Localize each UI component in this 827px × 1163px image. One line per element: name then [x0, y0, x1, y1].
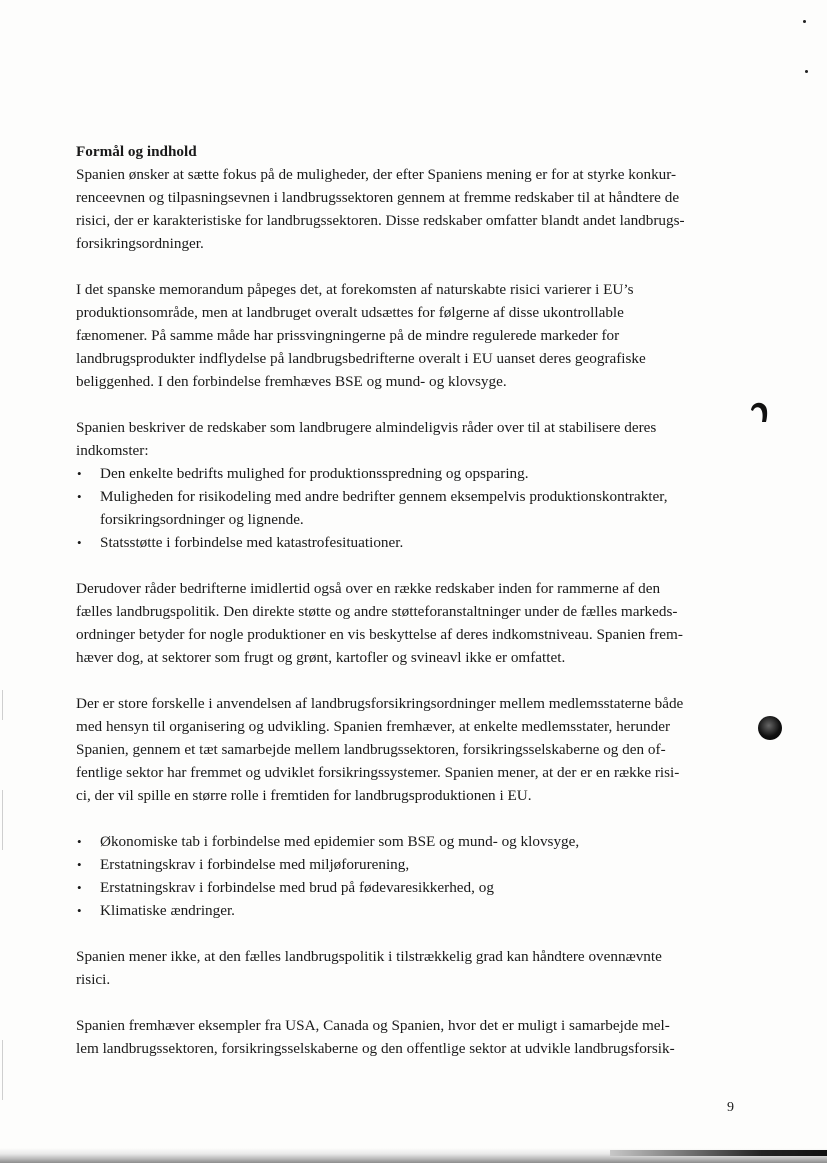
- text-line: Der er store forskelle i anvendelsen af landbrugsforsikringsordninger mellem medlemsstaterne både: [76, 695, 684, 712]
- text-line: renceevnen og tilpasningsevnen i landbrugssektoren gennem at fremme redskaber til at håndtere de: [76, 189, 680, 206]
- bullet-icon: •: [77, 903, 82, 918]
- scan-speck: [803, 20, 806, 23]
- scan-edge-line: [2, 790, 3, 850]
- scan-edge-line: [2, 690, 3, 720]
- list-item: [76, 531, 744, 554]
- tools-paragraph: [76, 416, 744, 462]
- memorandum-paragraph: [76, 278, 744, 393]
- section-heading: Formål og indhold: [76, 143, 197, 160]
- text-line: fælles landbrugspolitik. Den direkte støtte og andre støtteforanstaltninger under de fælles markeds-: [76, 603, 678, 620]
- text-line: Erstatningskrav i forbindelse med miljøforurening,: [100, 856, 410, 873]
- scan-edge-line: [2, 1040, 3, 1100]
- text-line: ci, der vil spille en større rolle i fremtiden for landbrugsproduktionen i EU.: [76, 787, 532, 804]
- document-body: [76, 140, 744, 1060]
- text-line: Spanien beskriver de redskaber som landbrugere almindeligvis råder over til at stabilisere deres: [76, 419, 657, 436]
- scan-speck: [805, 70, 808, 73]
- text-line: Statsstøtte i forbindelse med katastrofesituationer.: [100, 534, 404, 551]
- text-line: forsikringsordninger og lignende.: [100, 511, 304, 528]
- bullet-icon: •: [77, 857, 82, 872]
- text-line: Økonomiske tab i forbindelse med epidemier som BSE og mund- og klovsyge,: [100, 833, 580, 850]
- risks-list: [76, 830, 744, 922]
- text-line: produktionsområde, men at landbruget overalt udsættes for følgerne af disse ukontrollable: [76, 304, 624, 321]
- bullet-icon: •: [77, 834, 82, 849]
- text-line: beliggenhed. I den forbindelse fremhæves BSE og mund- og klovsyge.: [76, 373, 507, 390]
- text-line: ordninger betyder for nogle produktioner en vis beskyttelse af deres indkomstniveau. Spanien frem-: [76, 626, 683, 643]
- examples-paragraph: [76, 1014, 744, 1060]
- text-line: fentlige sektor har fremmet og udviklet forsikringssystemer. Spanien mener, at der er en række risi-: [76, 764, 680, 781]
- text-line: Spanien, gennem et tæt samarbejde mellem landbrugssektoren, forsikringsselskaberne og den of-: [76, 741, 666, 758]
- bullet-icon: •: [77, 535, 82, 550]
- list-item: [76, 899, 744, 922]
- text-line: Erstatningskrav i forbindelse med brud på fødevaresikkerhed, og: [100, 879, 494, 896]
- list-item: [76, 485, 744, 531]
- text-line: Klimatiske ændringer.: [100, 902, 235, 919]
- tools-list: [76, 462, 744, 554]
- intro-paragraph: [76, 163, 744, 255]
- text-line: risici, der er karakteristiske for landbrugssektoren. Disse redskaber omfatter blandt andet landbrugs-: [76, 212, 685, 229]
- insurance-paragraph: [76, 692, 744, 807]
- text-line: landbrugsprodukter indflydelse på landbrugsbedrifterne overalt i EU uanset deres geografiske: [76, 350, 646, 367]
- text-line: risici.: [76, 971, 111, 988]
- bullet-icon: •: [77, 880, 82, 895]
- text-line: fænomener. På samme måde har prissvingningerne på de mindre regulerede markeder for: [76, 327, 620, 344]
- list-item: [76, 830, 744, 853]
- text-line: Spanien fremhæver eksempler fra USA, Canada og Spanien, hvor det er muligt i samarbejde mel-: [76, 1017, 670, 1034]
- text-line: hæver dog, at sektorer som frugt og grønt, kartofler og svineavl ikke er omfattet.: [76, 649, 566, 666]
- text-line: Spanien mener ikke, at den fælles landbrugspolitik i tilstrækkelig grad kan håndtere ovennævnte: [76, 948, 662, 965]
- list-item: [76, 462, 744, 485]
- page-number: 9: [727, 1100, 734, 1115]
- list-item: [76, 853, 744, 876]
- cap-insufficiency-paragraph: [76, 945, 744, 991]
- cap-paragraph: [76, 577, 744, 669]
- text-line: forsikringsordninger.: [76, 235, 204, 252]
- punch-hole-mark: [745, 398, 771, 424]
- scan-bottom-shadow: [610, 1150, 827, 1156]
- text-line: med hensyn til organisering og udvikling. Spanien fremhæver, at enkelte medlemsstater, herunder: [76, 718, 671, 735]
- text-line: Spanien ønsker at sætte fokus på de muligheder, der efter Spaniens mening er for at styrke konkur-: [76, 166, 677, 183]
- text-line: Den enkelte bedrifts mulighed for produktionsspredning og opsparing.: [100, 465, 529, 482]
- punch-hole: [758, 716, 782, 740]
- bullet-icon: •: [77, 466, 82, 481]
- bullet-icon: •: [77, 489, 82, 504]
- list-item: [76, 876, 744, 899]
- text-line: Derudover råder bedrifterne imidlertid også over en række redskaber inden for rammerne af den: [76, 580, 661, 597]
- text-line: lem landbrugssektoren, forsikringsselskaberne og den offentlige sektor at udvikle landbrugsforsik-: [76, 1040, 675, 1057]
- text-line: indkomster:: [76, 442, 149, 459]
- text-line: Muligheden for risikodeling med andre bedrifter gennem eksempelvis produktionskontrakter,: [100, 488, 668, 505]
- text-line: I det spanske memorandum påpeges det, at forekomsten af naturskabte risici varierer i EU’s: [76, 281, 634, 298]
